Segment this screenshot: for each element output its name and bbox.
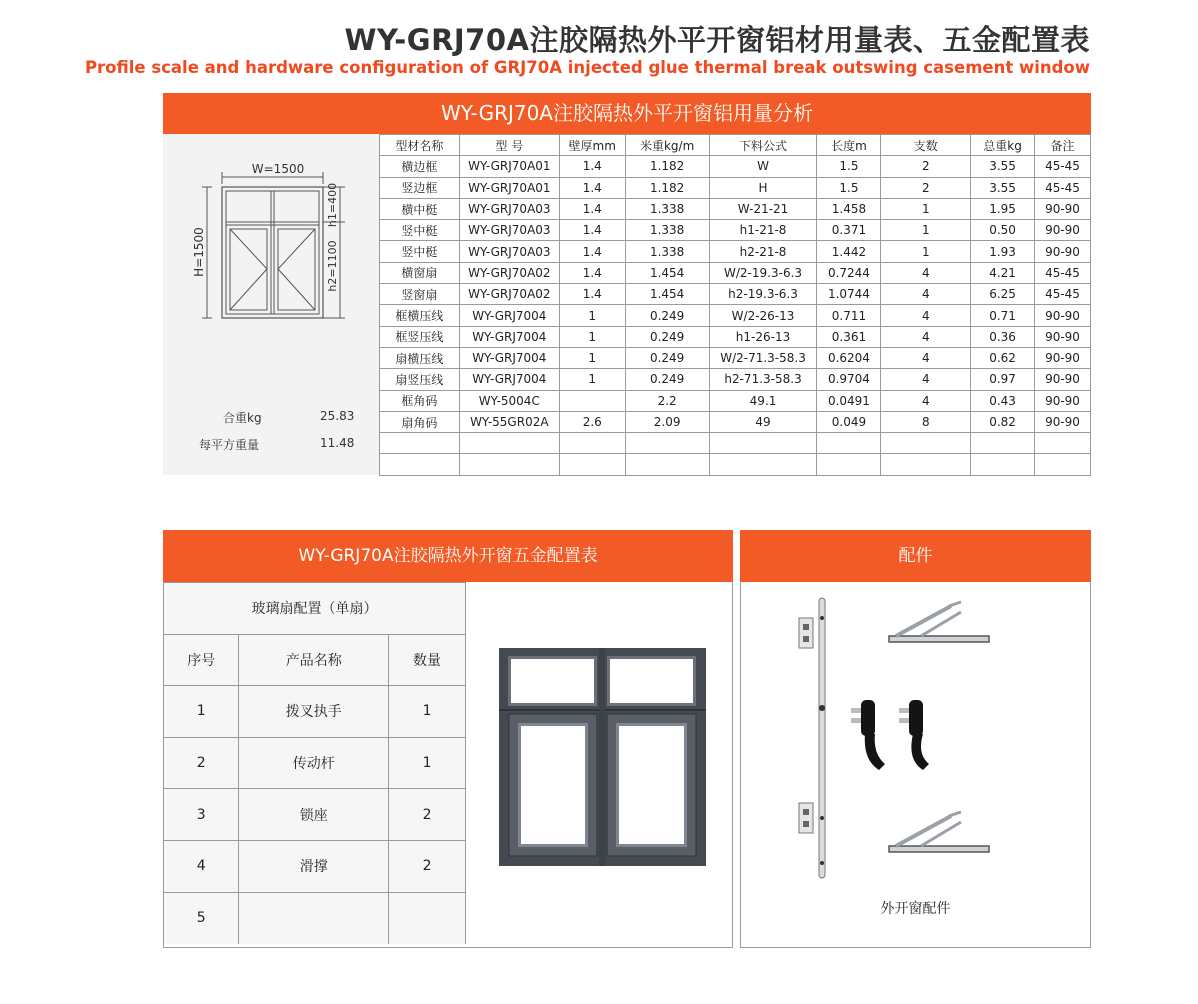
hardware-cell: 5: [164, 892, 239, 944]
table-cell: 2.6: [559, 411, 625, 432]
hardware-row: [164, 892, 466, 944]
parts-section-title: 配件: [740, 530, 1091, 582]
hardware-cell: [389, 892, 466, 944]
hardware-config-panel: [163, 582, 733, 948]
table-cell: WY-55GR02A: [459, 411, 559, 432]
col-weight-per-meter: 米重kg/m: [625, 135, 709, 156]
table-cell: [559, 433, 625, 454]
table-row: [380, 390, 1091, 411]
col-remark: 备注: [1035, 135, 1091, 156]
table-cell: 1.4: [559, 220, 625, 241]
table-row: [380, 241, 1091, 262]
table-cell: 90-90: [1035, 220, 1091, 241]
table-cell: 1.454: [625, 284, 709, 305]
table-cell: 扇竖压线: [380, 369, 460, 390]
table-cell: 1.4: [559, 262, 625, 283]
table-cell: 3.55: [971, 156, 1035, 177]
table-cell: [971, 454, 1035, 475]
hardware-cell: 拨叉执手: [239, 686, 389, 738]
table-cell: 2.09: [625, 411, 709, 432]
table-row: [380, 326, 1091, 347]
table-cell: 0.0491: [817, 390, 881, 411]
table-cell: W/2-71.3-58.3: [709, 347, 817, 368]
table-cell: 竖中梃: [380, 220, 460, 241]
table-cell: 1.95: [971, 198, 1035, 219]
hardware-cell: [239, 892, 389, 944]
table-row: [380, 156, 1091, 177]
table-cell: [380, 454, 460, 475]
table-cell: 0.50: [971, 220, 1035, 241]
table-cell: WY-GRJ70A02: [459, 284, 559, 305]
hardware-cell: 2: [389, 789, 466, 841]
hardware-subtitle: 玻璃扇配置（单扇）: [164, 583, 466, 635]
hardware-row: [164, 737, 466, 789]
hardware-cell: 滑撑: [239, 840, 389, 892]
h2-dimension-label: h2=1100: [326, 240, 339, 292]
table-cell: W/2-19.3-6.3: [709, 262, 817, 283]
table-cell: WY-GRJ7004: [459, 347, 559, 368]
table-row: [380, 262, 1091, 283]
window-elevation-diagram: [163, 134, 379, 475]
lock-keeper-icon: [799, 618, 813, 833]
table-cell: WY-GRJ70A03: [459, 220, 559, 241]
table-cell: WY-GRJ70A03: [459, 198, 559, 219]
transmission-rod-icon: [819, 598, 825, 878]
table-cell: [625, 433, 709, 454]
table-cell: WY-5004C: [459, 390, 559, 411]
table-cell: WY-GRJ7004: [459, 369, 559, 390]
table-cell: 1.4: [559, 241, 625, 262]
table-row: [380, 305, 1091, 326]
table-cell: 49.1: [709, 390, 817, 411]
table-cell: 6.25: [971, 284, 1035, 305]
table-row: [380, 433, 1091, 454]
page-title: WY-GRJ70A注胶隔热外平开窗铝材用量表、五金配置表: [344, 23, 1090, 57]
table-cell: WY-GRJ7004: [459, 326, 559, 347]
table-cell: [971, 433, 1035, 454]
table-row: [380, 369, 1091, 390]
table-cell: [881, 433, 971, 454]
table-cell: 1.338: [625, 241, 709, 262]
table-cell: 0.049: [817, 411, 881, 432]
table-cell: 0.9704: [817, 369, 881, 390]
table-cell: h1-21-8: [709, 220, 817, 241]
table-cell: 90-90: [1035, 390, 1091, 411]
col-model: 型 号: [459, 135, 559, 156]
col-total-weight: 总重kg: [971, 135, 1035, 156]
table-cell: 45-45: [1035, 284, 1091, 305]
table-cell: [459, 454, 559, 475]
table-cell: 0.36: [971, 326, 1035, 347]
table-cell: 0.711: [817, 305, 881, 326]
h1-dimension-label: h1=400: [326, 182, 339, 228]
hardware-parts-illustration: [781, 588, 1051, 888]
col-length: 长度m: [817, 135, 881, 156]
table-cell: 0.249: [625, 369, 709, 390]
table-cell: [559, 390, 625, 411]
table-cell: 1.182: [625, 156, 709, 177]
table-cell: 90-90: [1035, 305, 1091, 326]
table-cell: 8: [881, 411, 971, 432]
table-cell: 1.4: [559, 177, 625, 198]
col-index: 序号: [164, 634, 239, 686]
table-cell: 45-45: [1035, 262, 1091, 283]
col-product-name: 产品名称: [239, 634, 389, 686]
hardware-row: [164, 840, 466, 892]
table-cell: 框竖压线: [380, 326, 460, 347]
table-cell: 扇横压线: [380, 347, 460, 368]
table-cell: 4: [881, 305, 971, 326]
table-cell: 0.62: [971, 347, 1035, 368]
table-cell: 2: [881, 156, 971, 177]
table-cell: [1035, 433, 1091, 454]
table-cell: [459, 433, 559, 454]
col-count: 支数: [881, 135, 971, 156]
table-cell: WY-GRJ70A02: [459, 262, 559, 283]
table-cell: 4: [881, 347, 971, 368]
table-cell: h2-21-8: [709, 241, 817, 262]
total-weight-value: 25.83: [320, 409, 355, 423]
table-cell: WY-GRJ70A01: [459, 177, 559, 198]
hardware-cell: 2: [389, 840, 466, 892]
table-cell: 1.5: [817, 177, 881, 198]
hardware-cell: 1: [389, 737, 466, 789]
table-cell: 90-90: [1035, 241, 1091, 262]
table-row: [380, 220, 1091, 241]
table-cell: [709, 433, 817, 454]
table-cell: 0.6204: [817, 347, 881, 368]
col-quantity: 数量: [389, 634, 466, 686]
table-cell: 1: [881, 220, 971, 241]
table-cell: [881, 454, 971, 475]
table-cell: 1: [559, 305, 625, 326]
hardware-section-title: WY-GRJ70A注胶隔热外开窗五金配置表: [163, 530, 733, 582]
col-profile-name: 型材名称: [380, 135, 460, 156]
table-cell: 0.43: [971, 390, 1035, 411]
table-cell: [817, 454, 881, 475]
table-cell: 0.249: [625, 347, 709, 368]
table-cell: 90-90: [1035, 369, 1091, 390]
table-cell: 0.7244: [817, 262, 881, 283]
total-weight-label: 合重kg: [223, 411, 262, 425]
table-cell: 4: [881, 262, 971, 283]
profile-section-title: WY-GRJ70A注胶隔热外平开窗铝用量分析: [163, 93, 1091, 134]
table-cell: h2-71.3-58.3: [709, 369, 817, 390]
hardware-cell: 4: [164, 840, 239, 892]
table-cell: 49: [709, 411, 817, 432]
parts-panel: [740, 582, 1091, 948]
hardware-row: [164, 789, 466, 841]
table-cell: 竖窗扇: [380, 284, 460, 305]
table-cell: [709, 454, 817, 475]
hardware-cell: 1: [164, 686, 239, 738]
table-cell: 1: [559, 369, 625, 390]
table-cell: 框横压线: [380, 305, 460, 326]
table-row: [380, 198, 1091, 219]
table-cell: [817, 433, 881, 454]
weight-per-sqm-value: 11.48: [320, 436, 355, 450]
table-cell: 1.458: [817, 198, 881, 219]
table-cell: [625, 454, 709, 475]
table-cell: 1.4: [559, 284, 625, 305]
hardware-cell: 锁座: [239, 789, 389, 841]
table-cell: 90-90: [1035, 347, 1091, 368]
hardware-cell: 2: [164, 737, 239, 789]
table-cell: 1.5: [817, 156, 881, 177]
table-cell: 1.93: [971, 241, 1035, 262]
table-cell: 竖中梃: [380, 241, 460, 262]
table-cell: 0.82: [971, 411, 1035, 432]
table-row: [380, 284, 1091, 305]
table-cell: [1035, 454, 1091, 475]
table-cell: 横窗扇: [380, 262, 460, 283]
table-cell: 1.338: [625, 220, 709, 241]
table-cell: 4.21: [971, 262, 1035, 283]
table-cell: 2.2: [625, 390, 709, 411]
table-row: [380, 411, 1091, 432]
table-cell: 0.249: [625, 326, 709, 347]
table-cell: 1: [559, 347, 625, 368]
table-cell: 0.97: [971, 369, 1035, 390]
table-cell: 90-90: [1035, 411, 1091, 432]
table-cell: W/2-26-13: [709, 305, 817, 326]
profile-table-header: [380, 135, 1091, 156]
table-cell: 1: [881, 198, 971, 219]
table-cell: 1.4: [559, 198, 625, 219]
col-thickness: 壁厚mm: [559, 135, 625, 156]
table-cell: [380, 433, 460, 454]
table-row: [380, 454, 1091, 475]
table-cell: 2: [881, 177, 971, 198]
table-cell: 1.442: [817, 241, 881, 262]
table-cell: 3.55: [971, 177, 1035, 198]
hardware-table-header: [164, 634, 466, 686]
table-cell: 45-45: [1035, 177, 1091, 198]
table-cell: 横中梃: [380, 198, 460, 219]
height-dimension-label: H=1500: [192, 227, 206, 277]
table-cell: 0.71: [971, 305, 1035, 326]
table-cell: 0.371: [817, 220, 881, 241]
width-dimension-label: W=1500: [251, 162, 305, 176]
hardware-cell: 1: [389, 686, 466, 738]
table-cell: 横边框: [380, 156, 460, 177]
table-row: [380, 177, 1091, 198]
table-cell: W: [709, 156, 817, 177]
parts-caption: 外开窗配件: [880, 901, 951, 917]
table-cell: 90-90: [1035, 198, 1091, 219]
hardware-config-table: [164, 582, 466, 944]
table-cell: 1.182: [625, 177, 709, 198]
table-cell: WY-GRJ70A01: [459, 156, 559, 177]
table-cell: 90-90: [1035, 326, 1091, 347]
weight-per-sqm-label: 每平方重量: [199, 438, 260, 452]
hardware-row: [164, 686, 466, 738]
table-cell: 1: [881, 241, 971, 262]
table-cell: 扇角码: [380, 411, 460, 432]
table-cell: h2-19.3-6.3: [709, 284, 817, 305]
profile-usage-table: [379, 134, 1091, 476]
table-cell: 4: [881, 390, 971, 411]
table-cell: 1: [559, 326, 625, 347]
table-cell: h1-26-13: [709, 326, 817, 347]
table-cell: WY-GRJ7004: [459, 305, 559, 326]
table-cell: W-21-21: [709, 198, 817, 219]
fork-handle-icon: [851, 700, 929, 770]
table-cell: H: [709, 177, 817, 198]
table-cell: 0.361: [817, 326, 881, 347]
table-cell: 1.0744: [817, 284, 881, 305]
table-cell: 4: [881, 284, 971, 305]
table-cell: 竖边框: [380, 177, 460, 198]
table-cell: 框角码: [380, 390, 460, 411]
table-cell: WY-GRJ70A03: [459, 241, 559, 262]
table-cell: 0.249: [625, 305, 709, 326]
table-cell: 1.454: [625, 262, 709, 283]
table-cell: 45-45: [1035, 156, 1091, 177]
friction-stay-icon: [889, 602, 989, 852]
page-subtitle: Profile scale and hardware configuration of GRJ70A injected glue thermal break outswing casement window: [84, 58, 1090, 77]
table-cell: 1.338: [625, 198, 709, 219]
col-cutting-formula: 下料公式: [709, 135, 817, 156]
window-diagram-panel: [163, 134, 379, 475]
table-cell: 1.4: [559, 156, 625, 177]
table-row: [380, 347, 1091, 368]
hardware-cell: 传动杆: [239, 737, 389, 789]
table-cell: 4: [881, 326, 971, 347]
casement-window-photo: [499, 648, 706, 866]
hardware-cell: 3: [164, 789, 239, 841]
table-cell: 4: [881, 369, 971, 390]
table-cell: [559, 454, 625, 475]
